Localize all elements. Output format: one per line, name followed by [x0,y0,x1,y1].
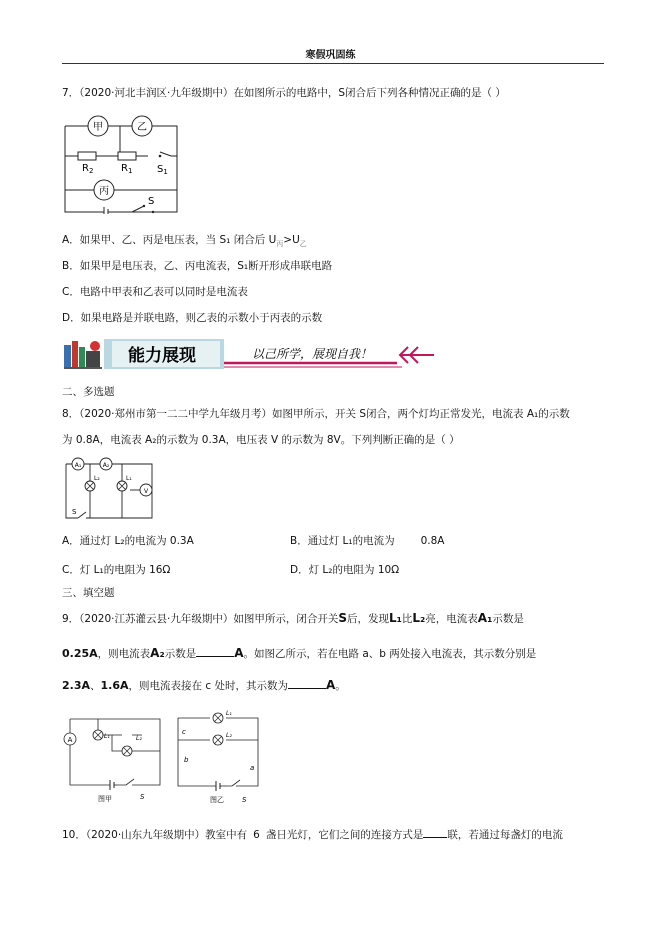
header-divider [62,63,604,64]
q7-circuit-diagram [60,112,182,214]
resistor-r2 [78,152,96,160]
ability-banner [62,337,442,371]
svg-text:S: S [140,793,145,801]
meter-bing-label: 丙 [99,186,109,197]
books-icon [64,341,102,369]
svg-text:a: a [250,764,255,772]
svg-text:L₂: L₂ [136,735,142,742]
arrow-left-icon [400,347,434,363]
svg-text:b: b [184,756,189,764]
section-multiple-choice: 二、多选题 [62,386,115,398]
q8-option-c: C．灯 L₁的电阻为 16Ω [62,564,171,576]
fig-b-caption: 图乙 [210,796,224,804]
q10-blank-1[interactable] [423,827,447,838]
q8-line2: 为 0.8A，电流表 A₂的示数为 0.3A，电压表 V 的示数为 8V。下列判断正确的是（ ） [62,434,460,446]
q8-option-a: A．通过灯 L₂的电流为 0.3A [62,535,194,547]
banner-title: 能力展现 [128,346,196,366]
svg-text:L₁: L₁ [104,733,110,740]
q9-figure-b [170,710,266,806]
a1-label: A₁ [74,462,82,469]
a2-label: A₂ [102,462,110,469]
r2-label: $R_2$ [82,163,94,175]
resistor-r1 [118,152,136,160]
q9-line3: 2.3A、1.6A，则电流表接在 c 处时，其示数为 A。 [62,678,346,692]
q8-option-d: D．灯 L₂的电阻为 10Ω [290,564,400,576]
meter-jia-label: 甲 [93,122,103,133]
q9-figure-a [62,713,168,805]
section-fill-in: 三、填空题 [62,587,115,599]
svg-text:c: c [182,728,186,736]
fig-a-caption: 图甲 [98,795,112,803]
meter-yi-label: 乙 [137,122,147,133]
q10-line1: 10．（2020·山东九年级期中）教室中有 6 盏日光灯，它们之间的连接方式是 联，若通过每盏灯的电流 [62,829,563,841]
s-label: S [72,508,77,516]
q8-circuit-diagram [60,454,160,522]
q9-blank-1[interactable] [196,646,234,657]
q8-option-b: B．通过灯 L₁的电流为 0.8A [290,535,445,547]
q9-line2: 0.25A，则电流表A₂示数是 A。如图乙所示，若在电路 a、b 两处接入电流表，其示数分别是 [62,646,537,660]
r1-label: $R_1$ [121,163,133,175]
q7-option-c: C．电路中甲表和乙表可以同时是电流表 [62,286,248,298]
q9-line1: 9．（2020·江苏灌云县·九年级期中）如图甲所示，闭合开关S后，发现L₁比L₂亮，电流表A₁示数是 [62,611,524,625]
q7-option-a: A．如果甲、乙、丙是电压表，当 S₁ 闭合后 $U_丙>U_乙$ [62,234,307,249]
page-header: 寒假巩固练 [305,50,356,61]
q7-option-d: D．如果电路是并联电路，则乙表的示数小于丙表的示数 [62,312,323,324]
switch-s-label: S [148,196,155,207]
l2-label: L₂ [94,475,100,482]
svg-text:L₁: L₁ [226,710,232,717]
l1-label: L₁ [126,475,132,482]
q8-line1: 8．（2020·郑州市第一二二中学九年级月考）如图甲所示，开关 S闭合，两个灯均正常发光，电流表 A₁的示数 [62,408,570,420]
banner-slogan: 以己所学，展现自我！ [252,347,373,361]
q9-blank-2[interactable] [288,678,326,689]
q7-option-b: B．如果甲是电压表，乙、丙电流表，S₁断开形成串联电路 [62,260,333,272]
svg-text:L₂: L₂ [226,732,232,739]
svg-text:S: S [242,796,247,804]
v-label: V [143,488,149,495]
svg-text:A: A [67,736,73,744]
s1-label: $S_1$ [157,164,168,176]
q7-stem: 7．（2020·河北丰润区·九年级期中）在如图所示的电路中，S闭合后下列各种情况正确的是（ ） [62,87,506,99]
